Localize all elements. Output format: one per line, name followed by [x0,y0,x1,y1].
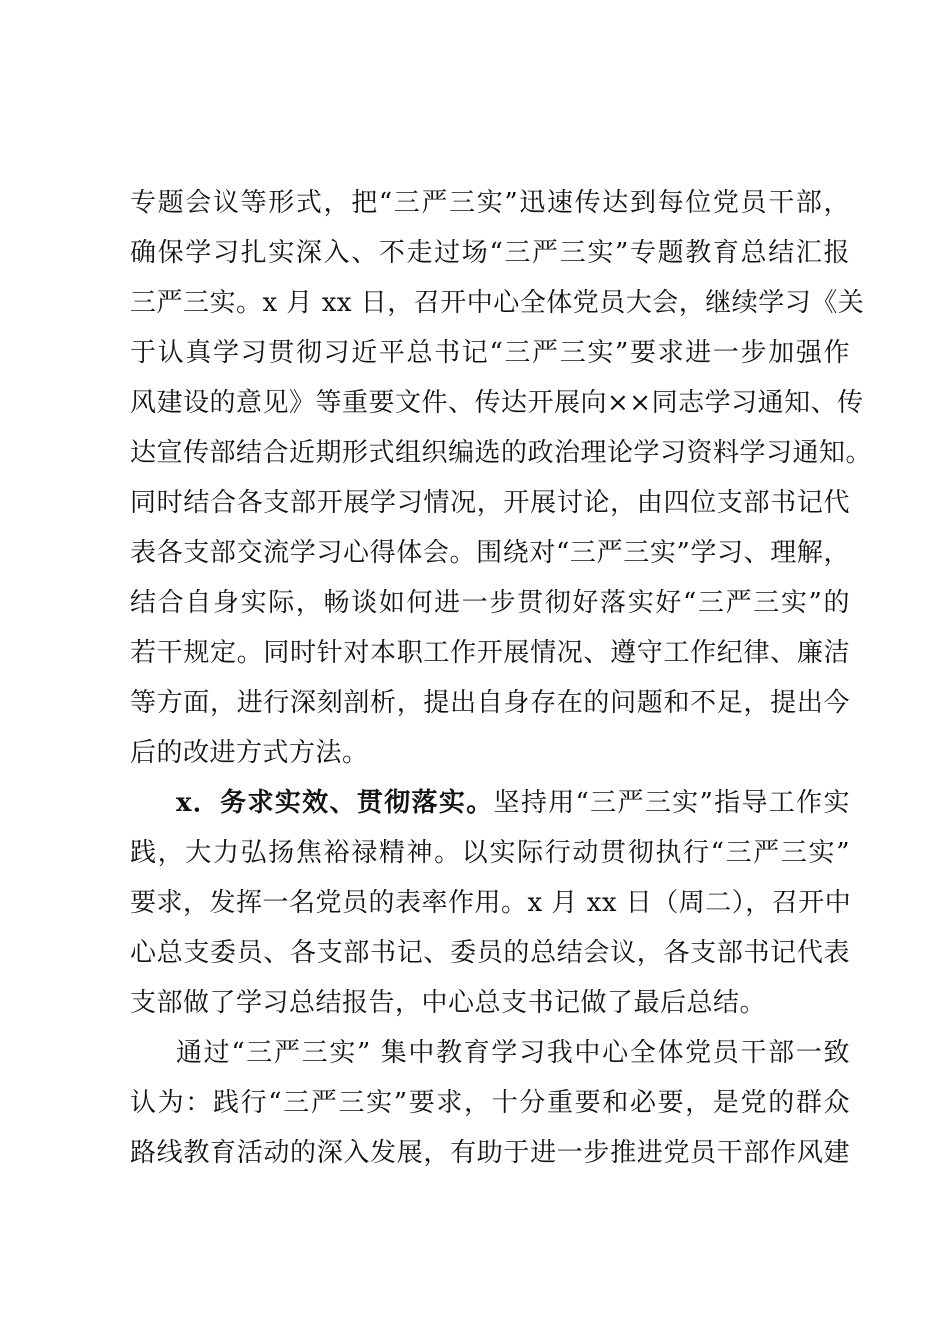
text-line: 结合自身实际，畅谈如何进一步贯彻好落实好“三严三实”的 [130,588,850,618]
text-line: 于认真学习贯彻习近平总书记“三严三实”要求进一步加强作 [130,338,850,368]
text-line: 专题会议等形式，把“三严三实”迅速传达到每位党员干部， [130,188,850,218]
text-line: 三严三实。x 月 xx 日，召开中心全体党员大会，继续学习《关 [130,288,865,318]
text-line: 确保学习扎实深入、不走过场“三严三实”专题教育总结汇报 [130,238,850,268]
text-line: 风建设的意见》等重要文件、传达开展向××同志学习通知、传 [130,388,864,418]
text-line: 同时结合各支部开展学习情况，开展讨论，由四位支部书记代 [130,488,850,518]
text-line: 达宣传部结合近期形式组织编选的政治理论学习资料学习通知。 [130,438,873,468]
text-line: 表各支部交流学习心得体会。围绕对“三严三实”学习、理解， [130,538,850,568]
paragraph-conclusion [130,1028,850,1178]
text-line: 支部做了学习总结报告，中心总支书记做了最后总结。 [130,988,767,1018]
text-line-rest: 坚持用“三严三实”指导工作实 [493,788,850,818]
text-line: 心总支委员、各支部书记、委员的总结会议，各支部书记代表 [130,938,850,968]
text-line: 通过“三严三实” 集中教育学习我中心全体党员干部一致 [176,1038,850,1068]
text-line: 等方面，进行深刻剖析，提出自身存在的问题和不足，提出今 [130,688,850,718]
text-line: 后的改进方式方法。 [130,738,369,768]
text-line: 路线教育活动的深入发展，有助于进一步推进党员干部作风建 [130,1138,850,1168]
section-heading: x．务求实效、贯彻落实。 [176,788,494,818]
text-line: 若干规定。同时针对本职工作开展情况、遵守工作纪律、廉洁 [130,638,850,668]
text-line-with-heading [130,778,850,828]
paragraph-study-meetings [130,178,873,778]
paragraph-practical-results [130,778,850,1028]
text-line: 要求，发挥一名党员的表率作用。x 月 xx 日（周二），召开中 [130,888,852,918]
text-line: 践，大力弘扬焦裕禄精神。以实际行动贯彻执行“三严三实” [130,838,850,868]
text-line: 认为：践行“三严三实”要求，十分重要和必要，是党的群众 [130,1088,850,1118]
